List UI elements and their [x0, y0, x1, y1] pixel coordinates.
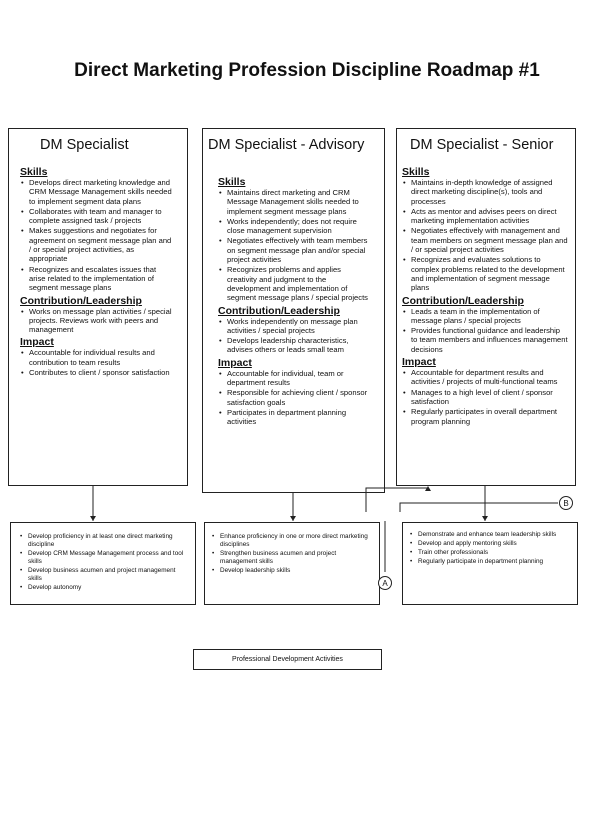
- list-item: • Contributes to client / sponsor satisfaction: [20, 368, 172, 377]
- list-item: • Works on message plan activities / special projects. Reviews work with peers and management: [20, 307, 172, 335]
- list-item: • Regularly participate in department planning: [409, 558, 571, 566]
- dev-box-senior: [402, 522, 578, 605]
- list-item: • Demonstrate and enhance team leadership skills: [409, 531, 571, 539]
- list-item: • Strengthen business acumen and project management skills: [211, 550, 373, 566]
- list-item: • Makes suggestions and negotiates for agreement on segment message plan and / or special project activities, as appropriate: [20, 226, 172, 263]
- section-heading-impact: Impact: [402, 356, 436, 369]
- list-item: • Develop CRM Message Management process and tool skills: [19, 550, 189, 566]
- section-heading-skills: Skills: [218, 176, 246, 188]
- dev-box-advisory: [204, 522, 380, 605]
- dev-box-specialist: [10, 522, 196, 605]
- section-heading-impact: Impact: [20, 336, 54, 349]
- section-heading-skills: Skills: [402, 166, 430, 178]
- list-item: • Works independently on message plan activities / special projects: [218, 317, 370, 336]
- list-item: • Works independently; does not require close management supervision: [218, 217, 370, 236]
- list-item: • Develop business acumen and project management skills: [19, 567, 189, 583]
- list-item: • Provides functional guidance and leadership to team members and influences management decisions: [402, 326, 568, 354]
- list-item: • Recognizes and evaluates solutions to complex problems related to the development and implementation of segment message plans: [402, 255, 568, 292]
- list-item: • Develops leadership characteristics, advises others or leads small team: [218, 336, 370, 355]
- marker-a: A: [378, 576, 392, 590]
- list-item: • Leads a team in the implementation of message plans / special projects: [402, 307, 568, 326]
- column-header-senior: DM Specialist - Senior: [410, 137, 554, 153]
- list-item: • Regularly participates in overall department program planning: [402, 407, 568, 426]
- section-heading-impact: Impact: [218, 356, 252, 369]
- list-item: • Acts as mentor and advises peers on direct marketing implementation activities: [402, 207, 568, 226]
- list-item: • Accountable for individual results and contribution to team results: [20, 348, 172, 367]
- list-item: • Develop proficiency in at least one direct marketing discipline: [19, 533, 189, 549]
- list-item: • Develop leadership skills: [211, 567, 373, 575]
- list-item: • Responsible for achieving client / sponsor satisfaction goals: [218, 388, 370, 407]
- section-heading-contribution: Contribution/Leadership: [20, 294, 142, 307]
- list-item: • Recognizes and escalates issues that arise related to the implementation of segment message plans: [20, 265, 172, 293]
- legend-label: Professional Development Activities: [193, 649, 382, 670]
- list-item: • Negotiates effectively with management and team members on segment message plan and / or special project activities: [402, 226, 568, 254]
- list-item: • Enhance proficiency in one or more direct marketing disciplines: [211, 533, 373, 549]
- list-item: • Develop and apply mentoring skills: [409, 540, 571, 548]
- list-item: • Maintains direct marketing and CRM Message Management skills needed to implement segment message plans: [218, 188, 370, 216]
- list-item: • Participates in department planning activities: [218, 408, 370, 427]
- list-item: • Accountable for individual, team or department results: [218, 369, 370, 388]
- page-title: Direct Marketing Profession Discipline Roadmap #1: [74, 60, 540, 81]
- list-item: • Develop autonomy: [19, 584, 189, 592]
- section-heading-skills: Skills: [20, 166, 48, 178]
- list-item: • Recognizes problems and applies creativity and judgment to the development and implementation of segment message plans / special projects: [218, 265, 370, 302]
- column-header-specialist: DM Specialist: [40, 137, 129, 153]
- list-item: • Negotiates effectively with team members on segment message plan and/or special project activities: [218, 236, 370, 264]
- list-item: • Train other professionals: [409, 549, 571, 557]
- list-item: • Maintains in-depth knowledge of assigned direct marketing discipline(s), tools and processes: [402, 178, 568, 206]
- list-item: • Accountable for department results and activities / projects of multi-functional teams: [402, 368, 568, 387]
- list-item: • Develops direct marketing knowledge and CRM Message Management skills needed to implement segment data plans: [20, 178, 172, 206]
- list-item: • Manages to a high level of client / sponsor satisfaction: [402, 388, 568, 407]
- section-heading-contribution: Contribution/Leadership: [218, 304, 340, 317]
- column-header-advisory: DM Specialist - Advisory: [208, 137, 365, 153]
- section-heading-contribution: Contribution/Leadership: [402, 294, 524, 307]
- marker-b: B: [559, 496, 573, 510]
- list-item: • Collaborates with team and manager to complete assigned task / projects: [20, 207, 172, 226]
